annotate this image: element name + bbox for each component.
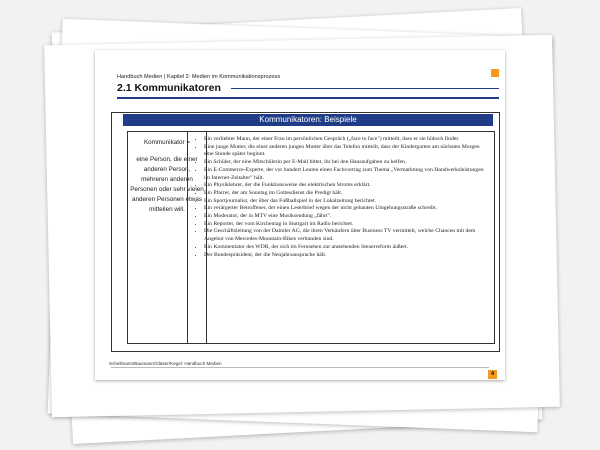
section-banner: Kommunikatoren: Beispiele — [123, 114, 493, 126]
slide-header — [117, 74, 499, 99]
list-item: • Ein Pfarrer, der am Sonntag im Gottesdienst die Predigt hält. — [204, 190, 488, 198]
list-item: • Ein Schüler, der eine Mitschülerin per E-Mail bittet, ihr bei den Hausaufgaben zu helfen. — [204, 159, 488, 167]
slide-page — [95, 50, 505, 380]
list-item: • Die Geschäftsleitung von der Daimler AG, die ihren Verkäufern über Business TV vermittelt, welche Chancen mit dem Angebot von Mercedes-Mountain-Bikes verbunden sind. — [204, 228, 488, 243]
footer-divider — [111, 367, 489, 368]
list-item: • Ein Sportjournalist, der über das Fußballspiel in der Lokalzeitung berichtet. — [204, 198, 488, 206]
list-item: • Ein verärgerter Betroffener, der einen Leserbrief wegen der nicht gebauten Umgehungsstraße schreibt. — [204, 205, 488, 213]
header-rule — [117, 97, 499, 99]
list-item: • Eine junge Mutter, die einer anderen jungen Mutter über das Telefon mitteilt, dass der Kindergarten am nächsten Morgen eine Stunde später beginnt. — [204, 144, 488, 159]
list-item: • Ein Reporter, der vom Kirchentag in Stuttgart im Radio berichtet. — [204, 221, 488, 229]
list-item: • Ein verliebter Mann, der einer Frau im persönlichen Gespräch („face to face") mitteilt, dass er sie hübsch findet. — [204, 136, 488, 144]
list-item: • Ein Physiklehrer, der die Funktionsweise des elektrischen Stroms erklärt. — [204, 182, 488, 190]
definition-text: eine Person, die einer anderen Person, mehreren anderen Personen oder sehr vielen anderen Personen etwas mitteilen will. — [130, 156, 204, 213]
orange-accent-square — [491, 69, 499, 77]
page-number: 4 — [488, 370, 497, 379]
list-item: • Der Bundespräsident, der die Neujahrsansprache hält. — [204, 252, 488, 260]
list-item: • Ein Kommentator des WDR, der sich im Fernsehen zur anstehenden Steuerreform äußert. — [204, 244, 488, 252]
examples-list — [194, 136, 488, 259]
list-item: • Ein Moderator, der in MTV eine Musiksendung „fährt". — [204, 213, 488, 221]
definition-term: Kommunikator = — [143, 139, 191, 146]
list-item: • Ein E-Commerce-Experte, der vor hundert Leuten einen Fachvortrag zum Thema „Vermarktung von Handwerksleistungen im Internet-Zeitalter" hält. — [204, 167, 488, 182]
footer-authors: Schellmann/Baumann/Gläser/Kegel: Handbuch Medien — [109, 361, 222, 366]
breadcrumb: Handbuch Medien | Kapitel 2: Medien im Kommunikationsprozess — [117, 74, 281, 80]
examples-box — [187, 131, 495, 344]
header-divider — [231, 88, 499, 89]
section-title: 2.1 Kommunikatoren — [117, 82, 221, 94]
title-row — [117, 82, 499, 94]
